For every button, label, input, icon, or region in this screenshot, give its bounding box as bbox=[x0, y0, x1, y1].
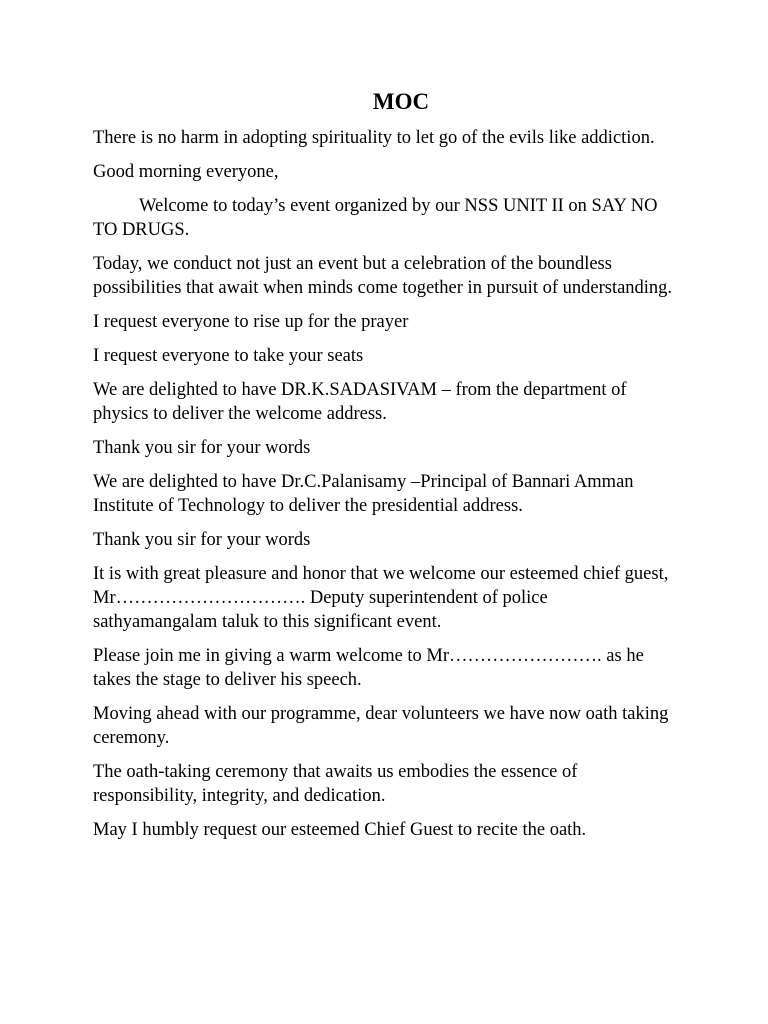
paragraph-prayer: I request everyone to rise up for the prayer bbox=[93, 312, 409, 332]
paragraph-chief-guest: It is with great pleasure and honor that we welcome our esteemed chief guest, Mr…………………………. Deputy superintendent of police sathyamangalam taluk to this significant event. bbox=[93, 564, 669, 632]
paragraph-intro: There is no harm in adopting spirituality to let go of the evils like addiction. bbox=[93, 128, 655, 148]
paragraph-thanks-2: Thank you sir for your words bbox=[93, 530, 311, 550]
paragraph-presidential-address: We are delighted to have Dr.C.Palanisamy –Principal of Bannari Amman Institute of Technology to deliver the presidential address. bbox=[93, 472, 634, 516]
paragraph-welcome-address: We are delighted to have DR.K.SADASIVAM – from the department of physics to deliver the welcome address. bbox=[93, 380, 627, 424]
paragraph-celebration: Today, we conduct not just an event but a celebration of the boundless possibilities that await when minds come together in pursuit of understanding. bbox=[93, 254, 673, 298]
paragraph-greeting: Good morning everyone, bbox=[93, 162, 279, 182]
document-page bbox=[93, 88, 673, 852]
paragraph-seats: I request everyone to take your seats bbox=[93, 346, 364, 366]
paragraph-welcome: Welcome to today’s event organized by our NSS UNIT II on SAY NO TO DRUGS. bbox=[93, 196, 658, 240]
paragraph-oath-essence: The oath-taking ceremony that awaits us embodies the essence of responsibility, integrity, and dedication. bbox=[93, 762, 578, 806]
paragraph-thanks-1: Thank you sir for your words bbox=[93, 438, 311, 458]
paragraph-speech: Please join me in giving a warm welcome to Mr……………………. as he takes the stage to deliver his speech. bbox=[93, 646, 644, 690]
paragraph-oath-intro: Moving ahead with our programme, dear volunteers we have now oath taking ceremony. bbox=[93, 704, 669, 748]
paragraph-oath-request: May I humbly request our esteemed Chief Guest to recite the oath. bbox=[93, 820, 587, 840]
document-title: MOC bbox=[372, 89, 430, 114]
